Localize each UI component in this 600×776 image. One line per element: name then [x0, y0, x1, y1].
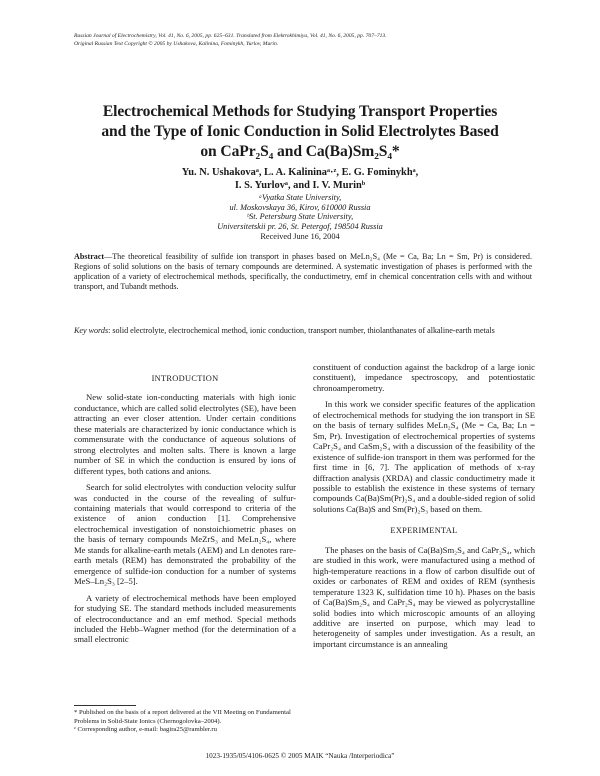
section-heading-introduction: INTRODUCTION: [151, 374, 219, 383]
journal-header: [74, 32, 554, 48]
received-date: Received June 16, 2004: [260, 232, 340, 241]
paragraph: In this work we consider specific features of the application of electrochemical methods for studying the ion transport in SE on the basis of ternary sulfides MeLn₂S₄ (Me = Ca, Ba; Ln = Sm, Pr). Investigation of electrochemical properties of systems CaPr₂S₄ and CaSm₂S₄ with a discussion of the feasibility of the existence of sulfide-ion transport in them was performed for the first time in [6, 7]. The application of methods of x-ray diffraction analysis (XRDA) and classic conductimetry made it possible to establish the existence in these systems of ternary compounds Ca(Ba)Sm(Pr)₂S₄ and a double-sided region of solid solutions Ca(Ba)S and Sm(Pr)₂S₃ based on them.: [313, 399, 535, 514]
keywords-label: Key words: [74, 326, 109, 335]
affiliation-b-name: ᵇSt. Petersburg State University,: [246, 212, 354, 221]
keywords-text: : solid electrolyte, electrochemical method, ionic conduction, transport number, thiolanthanates of alkaline-earth metals: [108, 326, 495, 335]
left-column: [74, 374, 296, 651]
affiliation-a-address: ul. Moskovskaya 36, Kirov, 610000 Russia: [229, 202, 371, 212]
paragraph: The phases on the basis of Ca(Ba)Sm₂S₄ and CaPr₂S₄, which are studied in this work, were manufactured using a method of high-temperature reactions in a flow of carbon disulfide out of oxides or carbonates of REM and oxides of REM (synthesis temperature 1323 K, sulfidation time 10 h). Phases on the basis of Ca(Ba)Sm₂S₄ and CaPr₂S₄ may be viewed as polycrystalline solid bodies into which microscopic amounts of an alloying additive are inserted on purpose, which may lead to heterogeneity of samples under investigation. As a result, an important circumstance is an annealing: [313, 544, 535, 649]
section-heading-experimental: EXPERIMENTAL: [390, 526, 458, 536]
paragraph: Search for solid electrolytes with conduction velocity sulfur was conducted in the course of the revealing of sulfur-containing materials that would correspond to criteria of the existence of anion conduction [1]. Comprehensive electrochemical investigation of nonstoichiometric phases on the basis of ternary compounds MeZrS₃ and MeLn₂S₄, where Me stands for alkaline-earth metals (AEM) and Ln denotes rare-earth metals (REM) has demonstrated the probability of the emergence of sulfide-ion conduction for a number of systems MeS–Ln₂S₃ [2–5].: [74, 482, 296, 587]
affiliation-a-name: ᵃVyatka State University,: [258, 193, 342, 202]
authors-line-1: Yu. N. Ushakovaᵃ, L. A. Kalininaᵃ·ᶻ, E. G. Fominykhᵃ,: [181, 167, 419, 178]
authors-line-2: I. S. Yurlovᵃ, and I. V. Murinᵇ: [234, 180, 366, 191]
paper-title: [60, 102, 540, 162]
author-list: [80, 166, 520, 192]
journal-citation-line: Russian Journal of Electrochemistry, Vol. 41, No. 6, 2005, pp. 625–631. Translated from Elektrokhimiya, Vol. 41, No. 6, 2005, pp. 707–713.: [74, 33, 387, 39]
footnote-corresponding-author: ᶻ Corresponding author, e-mail: bagira25@rambler.ru: [74, 726, 217, 734]
paragraph: New solid-state ion-conducting materials with high ionic conductance, which are called solid electrolytes (SE), have been attracting an ever closer attention. Under certain conditions these materials are characterized by ionic conductance which is commensurate with the conductance of aqueous solutions of strong electrolytes and molten salts. There is known a large number of SE in which the conduction is ensured by ions of different types, both cations and anions.: [74, 392, 296, 476]
affiliation-b-address: Universitetskii pr. 26, St. Petergof, 198504 Russia: [217, 221, 383, 231]
right-column: [313, 362, 535, 655]
affiliations: [130, 193, 470, 231]
paragraph: constituent of conduction against the backdrop of a large ionic constituent), impedance spectroscopy, and potentiostatic chronoamperometry.: [313, 362, 535, 393]
title-line-2: and the Type of Ionic Conduction in Solid Electrolytes Based: [101, 123, 499, 140]
keywords: [74, 326, 532, 336]
page-footer: 1023-1935/05/4106-0625 © 2005 MAIK “Nauka /Interperiodica”: [205, 752, 395, 760]
paragraph: A variety of electrochemical methods have been employed for studying SE. The standard methods included measurements of electroconductance and an emf method. Special methods included the Hebb–Wagner method (for the determination of a small electronic: [74, 592, 296, 645]
footnote-report: * Published on the basis of a report delivered at the VII Meeting on Fundamental Problems in Solid-State Ionics (Chernogolovka–2004).: [74, 709, 291, 725]
copyright-line: Original Russian Text Copyright © 2005 by Ushakova, Kalinina, Fominykh, Yurlov, Murin.: [74, 41, 279, 47]
footnote-divider: [74, 705, 136, 706]
title-line-3: on CaPr₂S₄ and Ca(Ba)Sm₂S₄*: [200, 143, 400, 160]
footnotes: [74, 709, 300, 735]
abstract: [74, 252, 532, 292]
abstract-label: Abstract: [74, 252, 105, 261]
title-line-1: Electrochemical Methods for Studying Transport Properties: [102, 103, 498, 120]
abstract-text: —The theoretical feasibility of sulfide ion transport in phases based on MeLn₂S₄ (Me = Ca, Ba; Ln = Sm, Pr) is considered. Regions of solid solutions on the basis of ternary compounds are determined. A systematic investigation of phases is performed with the application of a variety of electrochemical methods, specifically, the conductimetry, emf in chemical concentration cells with and without transport, and Tubandt methods.: [74, 252, 532, 291]
